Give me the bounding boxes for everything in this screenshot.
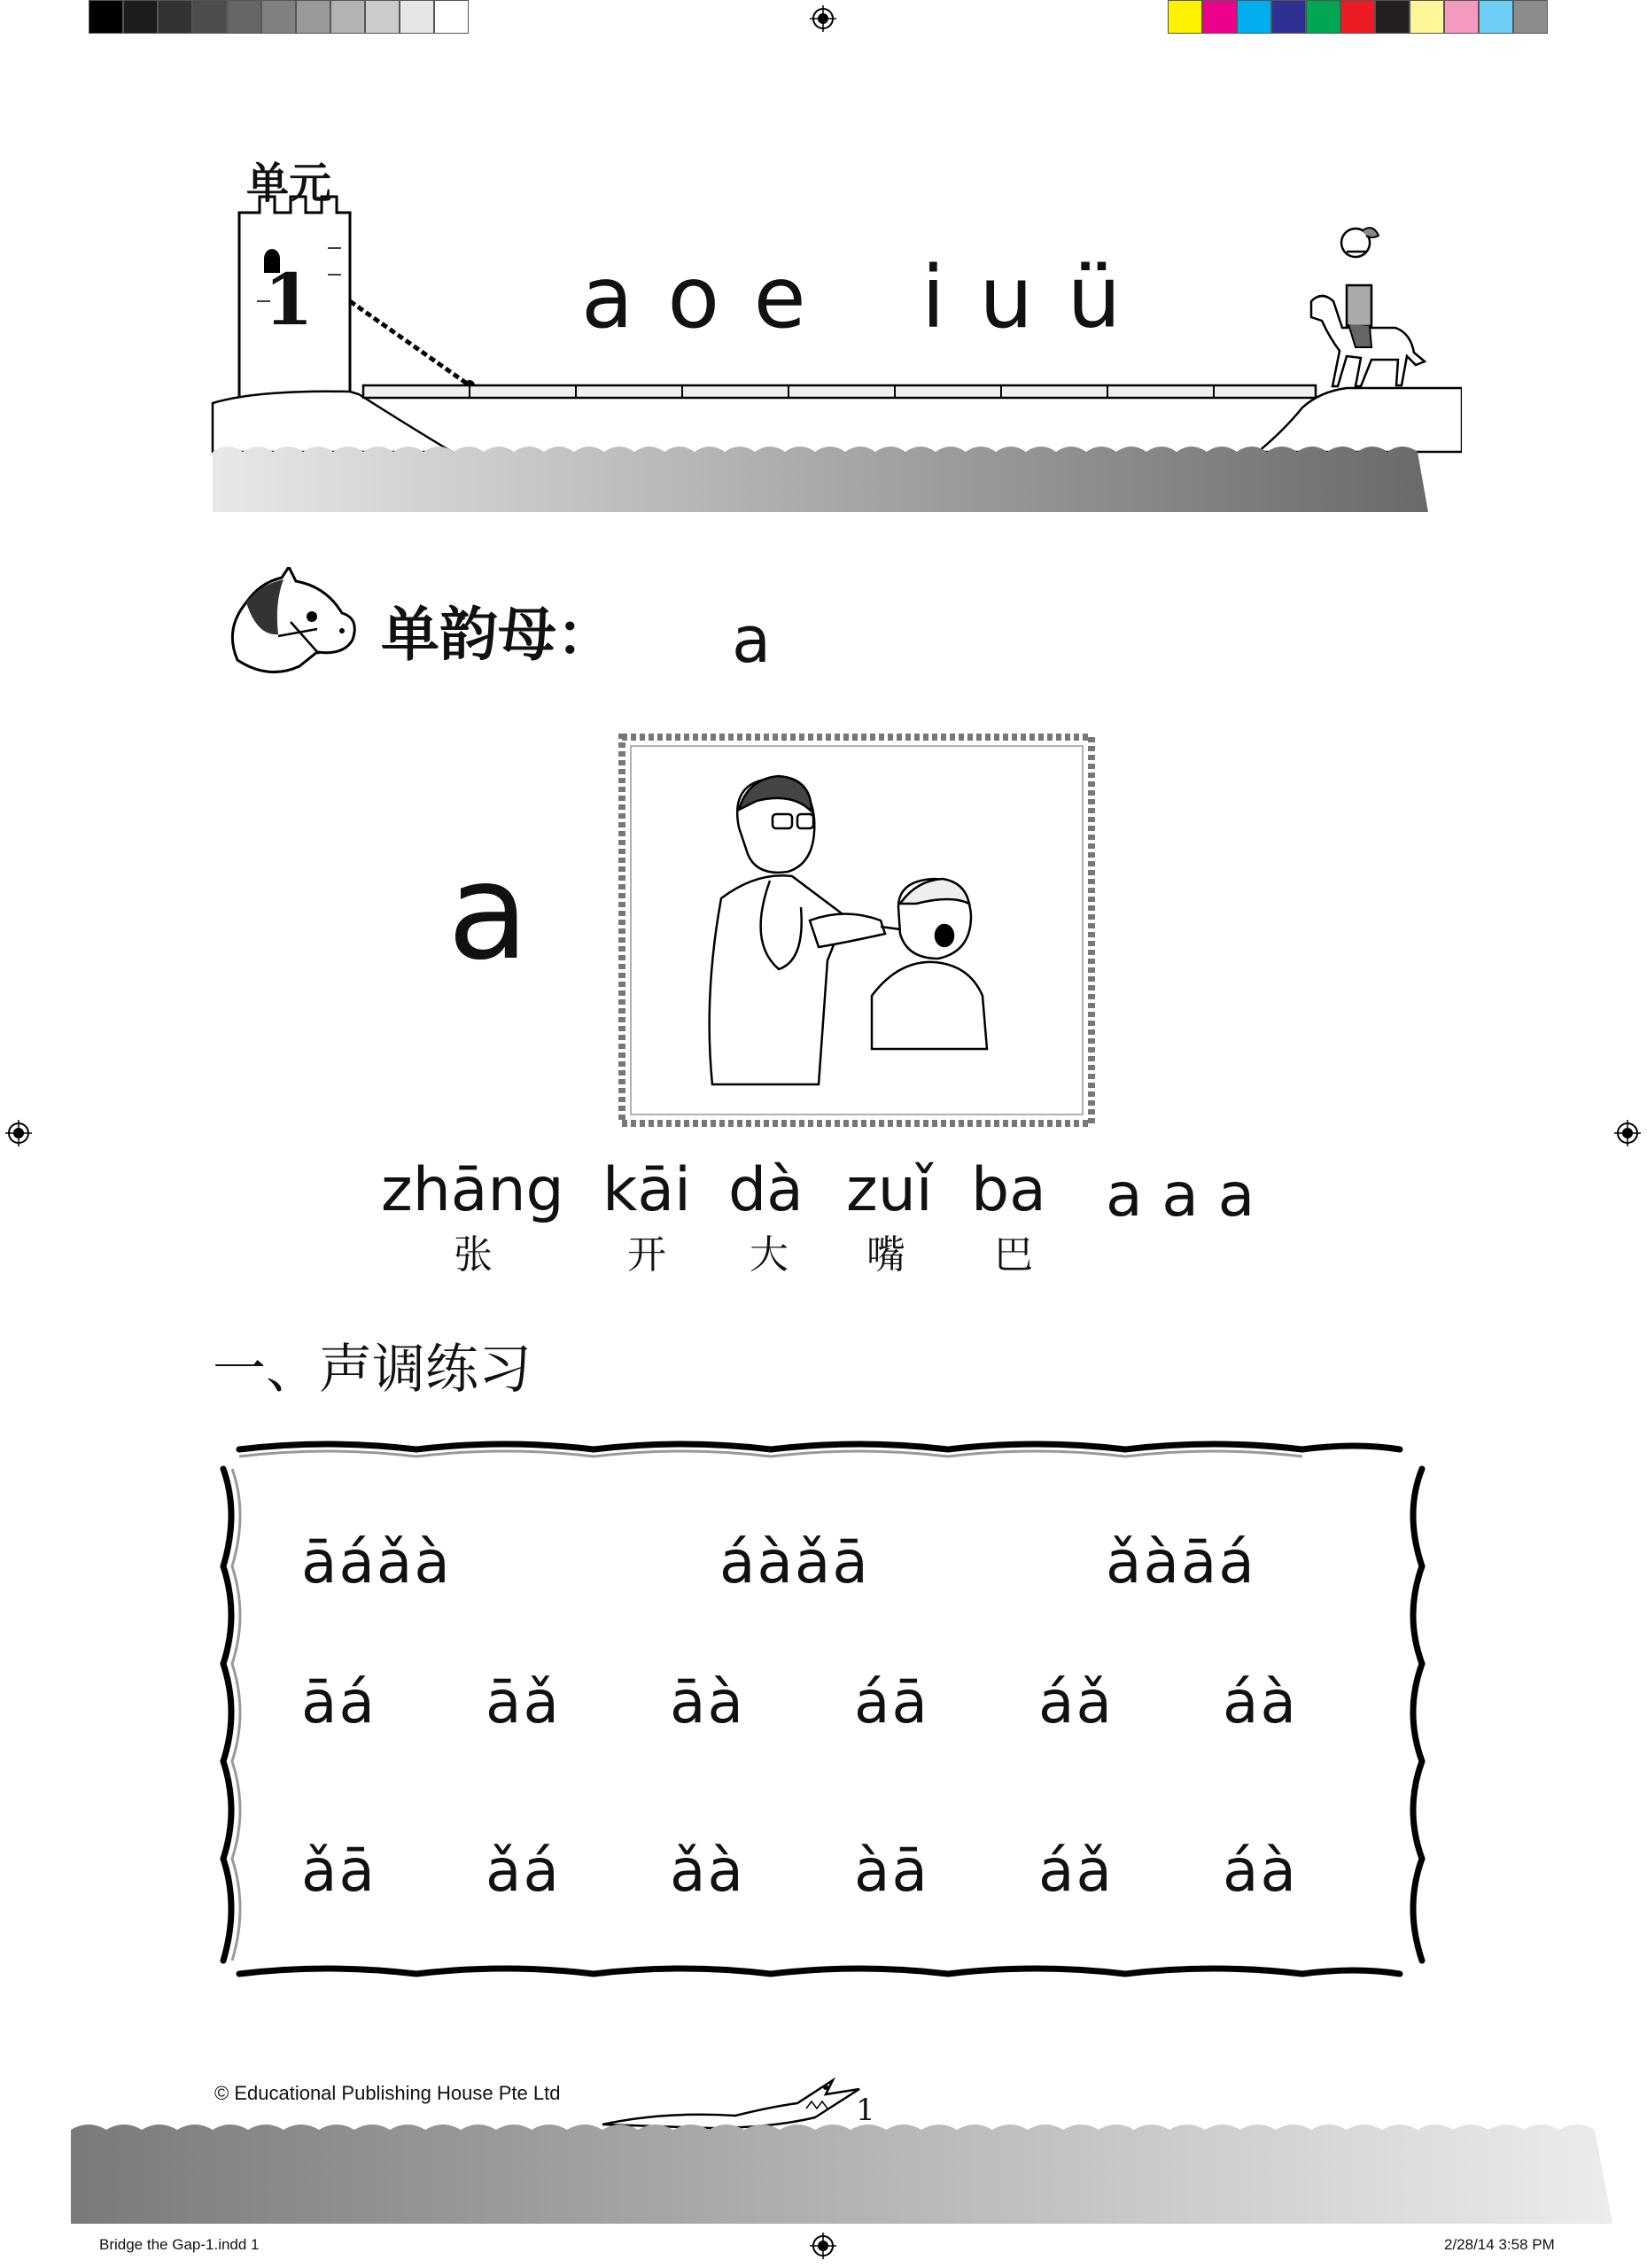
section-title-single-vowel: 单韵母： xyxy=(381,600,615,669)
tone-combo: āáǎà xyxy=(301,1528,452,1596)
hanzi-character: 大 xyxy=(750,1232,789,1278)
calibration-swatch xyxy=(1271,0,1306,34)
hanzi-character: 张 xyxy=(454,1232,493,1278)
hanzi-character: 巴 xyxy=(994,1232,1033,1278)
pinyin-syllable: ba xyxy=(971,1155,1046,1225)
calibration-swatch xyxy=(1444,0,1479,34)
copyright-notice: © Educational Publishing House Pte Ltd xyxy=(214,2082,561,2104)
calibration-swatch xyxy=(123,0,158,34)
calibration-swatch xyxy=(192,0,227,34)
calibration-swatch xyxy=(1237,0,1271,34)
horse-head-icon xyxy=(220,567,361,682)
castle-bridge-banner xyxy=(204,159,1462,523)
calibration-swatch xyxy=(1513,0,1548,34)
footer-wave-band xyxy=(71,2119,1612,2234)
calibration-swatch xyxy=(1479,0,1513,34)
section-letter: a xyxy=(732,602,772,677)
calibration-swatch xyxy=(1202,0,1237,34)
color-calibration-bar xyxy=(1168,0,1548,35)
unit-label: 单元 xyxy=(246,159,332,208)
pinyin-syllable: dà xyxy=(728,1155,804,1225)
tone-combo: àā xyxy=(854,1837,929,1905)
tone-combo: ǎā xyxy=(301,1837,377,1905)
calibration-swatch xyxy=(158,0,192,34)
section-title-tone-practice: 一、声调练习 xyxy=(213,1339,532,1401)
calibration-swatch xyxy=(1410,0,1444,34)
tone-combo: ǎà xyxy=(670,1837,745,1905)
calibration-swatch xyxy=(1375,0,1410,34)
big-vowel-letter: a xyxy=(447,835,529,990)
hanzi-character: 嘴 xyxy=(866,1232,905,1278)
calibration-swatch xyxy=(227,0,261,34)
calibration-swatch xyxy=(296,0,330,34)
knight-on-horse-icon xyxy=(1311,228,1425,386)
calibration-swatch xyxy=(330,0,365,34)
tone-combo: áǎ xyxy=(1038,1837,1114,1905)
calibration-swatch xyxy=(400,0,434,34)
registration-mark-icon xyxy=(810,2233,836,2259)
calibration-swatch xyxy=(434,0,469,34)
tone-combo: áā xyxy=(854,1668,929,1736)
tone-combo: áàǎā xyxy=(719,1528,870,1596)
pinyin-syllable: kāi xyxy=(602,1155,691,1225)
calibration-swatch xyxy=(1168,0,1202,34)
pinyin-syllable: zhāng xyxy=(381,1155,564,1225)
calibration-swatch xyxy=(1340,0,1375,34)
unit-title-vowels-2: i u ü xyxy=(921,248,1125,347)
registration-mark-icon xyxy=(810,5,836,32)
tone-combo: āǎ xyxy=(486,1668,561,1736)
calibration-swatch xyxy=(261,0,296,34)
print-file-slug: Bridge the Gap-1.indd 1 xyxy=(99,2236,260,2253)
unit-number: 1 xyxy=(264,258,314,341)
calibration-swatch xyxy=(365,0,400,34)
tone-combo: ǎàāá xyxy=(1106,1528,1256,1596)
tone-combo: áǎ xyxy=(1038,1668,1114,1736)
hanzi-character: 开 xyxy=(627,1232,666,1278)
tone-combo: ǎá xyxy=(486,1837,561,1905)
registration-mark-icon xyxy=(5,1120,32,1146)
tone-combo: áà xyxy=(1223,1668,1298,1736)
print-date-slug: 2/28/14 3:58 PM xyxy=(1444,2236,1555,2253)
tone-combo: āá xyxy=(301,1668,377,1736)
page-number: 1 xyxy=(856,2093,875,2128)
tone-combo: áà xyxy=(1223,1837,1298,1905)
pinyin-tail: a a a xyxy=(1106,1161,1255,1231)
calibration-swatch xyxy=(89,0,123,34)
grayscale-calibration-bar xyxy=(89,0,469,35)
doctor-examining-boy-picture xyxy=(615,730,1099,1130)
calibration-swatch xyxy=(1306,0,1340,34)
pinyin-syllable: zuǐ xyxy=(846,1155,933,1225)
registration-mark-icon xyxy=(1614,1120,1641,1146)
unit-title-vowels-1: a o e xyxy=(581,248,810,347)
tone-combo: āà xyxy=(670,1668,745,1736)
